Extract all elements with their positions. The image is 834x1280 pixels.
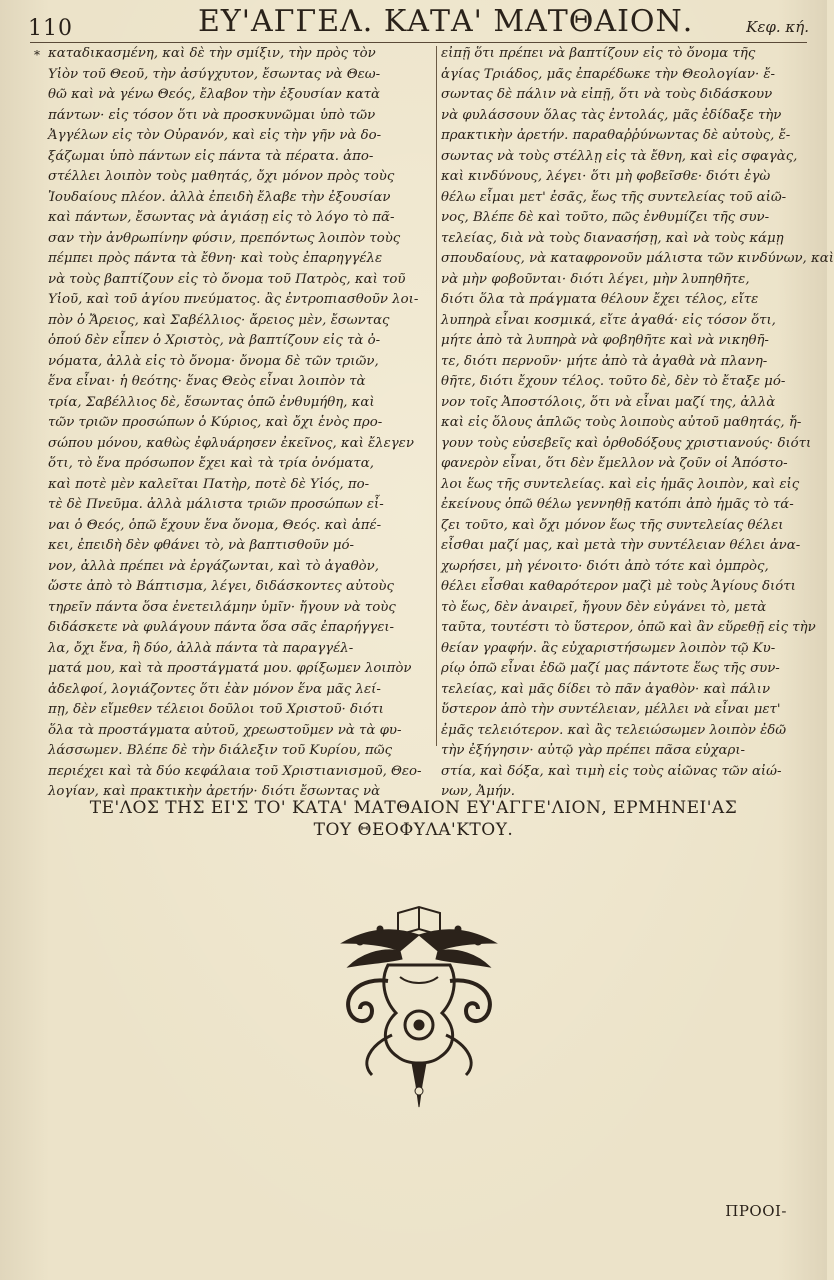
text-line: Υἱὸν τοῦ Θεοῦ, τὴν ἀσύγχυτον, ἔσωντας νὰ Θεω-: [48, 66, 381, 82]
text-line: νὰ τοὺς βαπτίζουν εἰς τὸ ὄνομα τοῦ Πατρὸς, καὶ τοῦ: [48, 271, 406, 287]
text-line: ματά μου, καὶ τὰ προστάγματά μου. φρίξωμεν λοιπὸν: [48, 661, 412, 676]
text-line: ὕστερον ἀπὸ τὴν συντέλειαν, μέλλει νὰ εἶναι μετ': [441, 702, 781, 717]
text-line: τελείας, καὶ μᾶς δίδει τὸ πᾶν ἀγαθὸν· καὶ πάλιν: [441, 681, 771, 697]
text-line: σαν τὴν ἀνθρωπίνην φύσιν, πρεπόντως λοιπὸν τοὺς: [48, 230, 401, 246]
text-line: Ἀγγέλων εἰς τὸν Οὐρανόν, καὶ εἰς τὴν γῆν νὰ δο-: [48, 128, 382, 143]
text-line: νὰ μὴν φοβοῦνται· διότι λέγει, μὴν λυπηθῆτε,: [441, 271, 750, 287]
text-line: χωρήσει, μὴ γένοιτο· διότι ἀπὸ τότε καὶ ὀμπρὸς,: [441, 558, 769, 574]
catchword: ΠΡΟΟΙ-: [725, 1202, 787, 1220]
text-line: σωντας δὲ πάλιν νὰ εἰπῇ, ὅτι νὰ τοὺς διδάσκουν: [441, 87, 773, 102]
colophon-line: ΤΕ'ΛΟΣ ΤΗΣ ΕΙ'Σ ΤΟ' ΚΑΤΑ' ΜΑΤΘΑΙΟΝ ΕΥ'ΑΓΓΕ'ΛΙΟΝ, ΕΡΜΗΝΕΙ'ΑΣ: [89, 798, 738, 818]
text-line: περιέχει καὶ τὰ δύο κεφάλαια τοῦ Χριστιανισμοῦ, Θεο-: [48, 763, 422, 779]
text-line: λυπηρὰ εἶναι κοσμικά, εἴτε ἀγαθά· εἰς τόσον ὅτι,: [441, 312, 776, 328]
text-line: καὶ εἰς ὅλους ἁπλῶς τοὺς λοιποὺς αὐτοῦ μαθητάς, ἤ-: [441, 415, 802, 430]
text-line: τρία, Σαβέλλιος δὲ, ἔσωντας ὁπῶ ἐνθυμήθη, καὶ: [48, 394, 375, 410]
page-header: [28, 4, 809, 40]
text-line: σπουδαίους, νὰ καταφρονοῦν μάλιστα τῶν κινδύνων, καὶ: [441, 251, 834, 266]
text-line: ὅλα τὰ προστάγματα αὐτοῦ, χρεωστοῦμεν νὰ τὰ φυ-: [48, 722, 402, 738]
text-line: ἀδελφοί, λογιάζοντες ὅτι ἐὰν μόνον ἕνα μᾶς λεί-: [48, 681, 381, 697]
margin-asterisk-mark: *: [34, 48, 40, 62]
text-line: θῆτε, διότι ἔχουν τέλος. τοῦτο δὲ, δὲν τὸ ἔταξε μό-: [441, 374, 786, 389]
text-line: ταῦτα, τουτέστι τὸ ὕστερον, ὁπῶ καὶ ἂν εὕρεθῇ εἰς τὴν: [441, 620, 816, 635]
text-line: ὥστε ἀπὸ τὸ Βάπτισμα, λέγει, διδάσκοντες αὐτοὺς: [48, 579, 394, 594]
text-line: νος, Βλέπε δὲ καὶ τοῦτο, πῶς ἐνθυμίζει τῆς συν-: [441, 210, 770, 225]
text-line: νόματα, ἀλλὰ εἰς τὸ ὄνομα· ὄνομα δὲ τῶν τριῶν,: [48, 353, 379, 369]
text-line: λάσσωμεν. Βλέπε δὲ τὴν διάλεξιν τοῦ Κυρίου, πῶς: [48, 743, 393, 758]
text-line: ἐμᾶς τελειότερον. καὶ ἂς τελειώσωμεν λοιπὸν ἐδῶ: [441, 722, 787, 738]
text-line: φανερὸν εἶναι, ὅτι δὲν ἔμελλον νὰ ζοῦν οἱ Ἀπόστο-: [441, 456, 788, 471]
header-rule: [30, 42, 807, 43]
text-line: λοι ἕως τῆς συντελείας. καὶ εἰς ἡμᾶς λοιπὸν, καὶ εἰς: [441, 476, 800, 492]
floral-vase-tailpiece-icon: [330, 885, 508, 1110]
text-line: διότι ὅλα τὰ πράγματα θέλουν ἔχει τέλος, εἴτε: [441, 292, 759, 307]
text-line: εἰπῇ ὅτι πρέπει νὰ βαπτίζουν εἰς τὸ ὄνομα τῆς: [441, 46, 756, 61]
text-line: πέμπει πρὸς πάντα τὰ ἔθνη· καὶ τοὺς ἐπαρηγγέλε: [48, 251, 383, 266]
text-line: ζει τοῦτο, καὶ ὄχι μόνον ἕως τῆς συντελείας θέλει: [441, 517, 784, 533]
text-line: πὸν ὁ Ἄρειος, καὶ Σαβέλλιος· ἄρειος μὲν, ἔσωντας: [48, 312, 390, 328]
text-line: θέλω εἶμαι μετ' ἐσᾶς, ἕως τῆς συντελείας τοῦ αἰῶ-: [441, 189, 787, 205]
text-line: πρακτικὴν ἀρετήν. παραθαῤῥύνωντας δὲ αὐτοὺς, ἔ-: [441, 128, 791, 143]
text-line: τῶν τριῶν προσώπων ὁ Κύριος, καὶ ὄχι ἑνὸς προ-: [48, 415, 383, 430]
text-line: ὁπού δὲν εἶπεν ὁ Χριστὸς, νὰ βαπτίζουν εἰς τὰ ὀ-: [48, 333, 381, 348]
text-line: κει, ἐπειδὴ δὲν φθάνει τὸ, νὰ βαπτισθοῦν μό-: [48, 538, 355, 553]
text-line: ἁγίας Τριάδος, μᾶς ἐπαρέδωκε τὴν Θεολογίαν· ἔ-: [441, 66, 776, 82]
text-line: ξάζωμαι ὑπὸ πάντων εἰς πάντα τὰ πέρατα. ἀπο-: [48, 148, 374, 164]
column-divider: [436, 46, 437, 746]
text-line: τηρεῖν πάντα ὅσα ἐνετειλάμην ὑμῖν· ἤγουν νὰ τοὺς: [48, 599, 396, 615]
text-line: γουν τοὺς εὐσεβεῖς καὶ ὀρθοδόξους χριστιανούς· διότι: [441, 435, 812, 451]
colophon-line: ΤΟΥ ΘΕΟΦΥΛΑ'ΚΤΟΥ.: [313, 820, 514, 840]
text-line: τὴν ἐξήγησιν· αὐτῷ γὰρ πρέπει πᾶσα εὐχαρι-: [441, 743, 746, 758]
text-line: ρίῳ ὁπῶ εἶναι ἐδῶ μαζί μας πάντοτε ἕως τῆς συν-: [441, 661, 780, 676]
text-line: πῃ, δὲν εἴμεθεν τέλειοι δοῦλοι τοῦ Χριστοῦ· διότι: [48, 702, 384, 717]
text-line: λογίαν, καὶ πρακτικὴν ἀρετήν· διότι ἔσωντας νὰ: [48, 784, 381, 799]
chapter-reference: Κεφ. κή.: [746, 18, 809, 36]
text-line: σώπου μόνου, καθὼς ἐφλυάρησεν ἐκεῖνος, καὶ ἔλεγεν: [48, 435, 414, 451]
text-line: τὲ δὲ Πνεῦμα. ἀλλὰ μάλιστα τριῶν προσώπων εἶ-: [48, 497, 384, 512]
text-line: νων, Ἀμήν.: [441, 784, 515, 799]
text-line: Ἰουδαίους πλέον. ἀλλὰ ἐπειδὴ ἔλαβε τὴν ἐξουσίαν: [48, 189, 391, 205]
text-line: σωντας νὰ τοὺς στέλλῃ εἰς τὰ ἔθνη, καὶ εἰς σφαγὰς,: [441, 148, 798, 164]
text-line: διδάσκετε νὰ φυλάγουν πάντα ὅσα σᾶς ἐπαρήγγει-: [48, 620, 395, 635]
text-line: νον, ἀλλὰ πρέπει νὰ ἐργάζωνται, καὶ τὸ ἀγαθὸν,: [48, 558, 379, 574]
text-line: εἶσθαι μαζί μας, καὶ μετὰ τὴν συντέλειαν θέλει ἀνα-: [441, 538, 801, 553]
page-number: 110: [28, 16, 73, 41]
text-line: νὰ φυλάσσουν ὅλας τὰς ἐντολάς, μᾶς ἐδίδαξε τὴν: [441, 107, 782, 123]
text-line: τε, διότι περνοῦν· μήτε ἀπὸ τὰ ἀγαθὰ νὰ πλανη-: [441, 353, 768, 369]
text-line: τελείας, διὰ νὰ τοὺς διανασήσῃ, καὶ νὰ τοὺς κάμῃ: [441, 230, 784, 246]
text-line: τὸ ἕως, δὲν ἀναιρεῖ, ἤγουν δὲν εὐγάνει τὸ, μετὰ: [441, 599, 767, 615]
text-line: ἕνα εἶναι· ἡ θεότης· ἕνας Θεὸς εἶναι λοιπὸν τὰ: [48, 374, 366, 389]
left-text-column: [48, 44, 432, 803]
text-line: καὶ ποτὲ μὲν καλεῖται Πατὴρ, ποτὲ δὲ Υἱός, πο-: [48, 476, 370, 492]
running-title: ΕΥ'ΑΓΓΕΛ. ΚΑΤΑ' ΜΑΤΘΑΙΟΝ.: [198, 4, 694, 39]
text-line: καὶ κινδύνους, λέγει· ὅτι μὴ φοβεῖσθε· διότι ἐγὼ: [441, 169, 771, 184]
text-line: θέλει εἶσθαι καθαρότερον μαζὶ μὲ τοὺς Ἁγίους διότι: [441, 579, 796, 594]
text-line: νον τοῖς Ἀποστόλοις, ὅτι νὰ εἶναι μαζί της, ἀλλὰ: [441, 394, 776, 410]
text-line: καὶ πάντων, ἔσωντας νὰ ἁγιάσῃ εἰς τὸ λόγο τὸ πᾶ-: [48, 210, 395, 225]
text-line: ἐκείνους ὁπῶ θέλω γεννηθῇ κατόπι ἀπὸ ἡμᾶς τὸ τά-: [441, 497, 794, 512]
text-line: μήτε ἀπὸ τὰ λυπηρὰ νὰ φοβηθῆτε καὶ νὰ νικηθῆ-: [441, 333, 769, 348]
text-line: πάντων· εἰς τόσον ὅτι νὰ προσκυνῶμαι ὑπὸ τῶν: [48, 107, 376, 123]
text-line: στέλλει λοιπὸν τοὺς μαθητάς, ὄχι μόνον πρὸς τοὺς: [48, 169, 395, 184]
text-line: θῶ καὶ νὰ γένω Θεός, ἔλαβον τὴν ἐξουσίαν κατὰ: [48, 87, 381, 102]
text-line: θείαν γραφήν. ἂς εὐχαριστήσωμεν λοιπὸν τῷ Κυ-: [441, 640, 776, 656]
text-line: ναι ὁ Θεός, ὁπῶ ἔχουν ἕνα ὄνομα, Θεός. καὶ ἀπέ-: [48, 517, 382, 533]
colophon: [0, 797, 827, 841]
text-line: στία, καὶ δόξα, καὶ τιμὴ εἰς τοὺς αἰῶνας τῶν αἰώ-: [441, 763, 782, 779]
text-line: λα, ὄχι ἕνα, ἢ δύο, ἀλλὰ πάντα τὰ παραγγέλ-: [48, 640, 354, 656]
text-line: ὅτι, τὸ ἕνα πρόσωπον ἔχει καὶ τὰ τρία ὀνόματα,: [48, 456, 374, 471]
text-line: Υἱοῦ, καὶ τοῦ ἁγίου πνεύματος. ἂς ἐντροπιασθοῦν λοι-: [48, 292, 419, 307]
text-line: καταδικασμένη, καὶ δὲ τὴν σμίξιν, τὴν πρὸς τὸν: [48, 46, 376, 61]
right-text-column: [441, 44, 834, 803]
